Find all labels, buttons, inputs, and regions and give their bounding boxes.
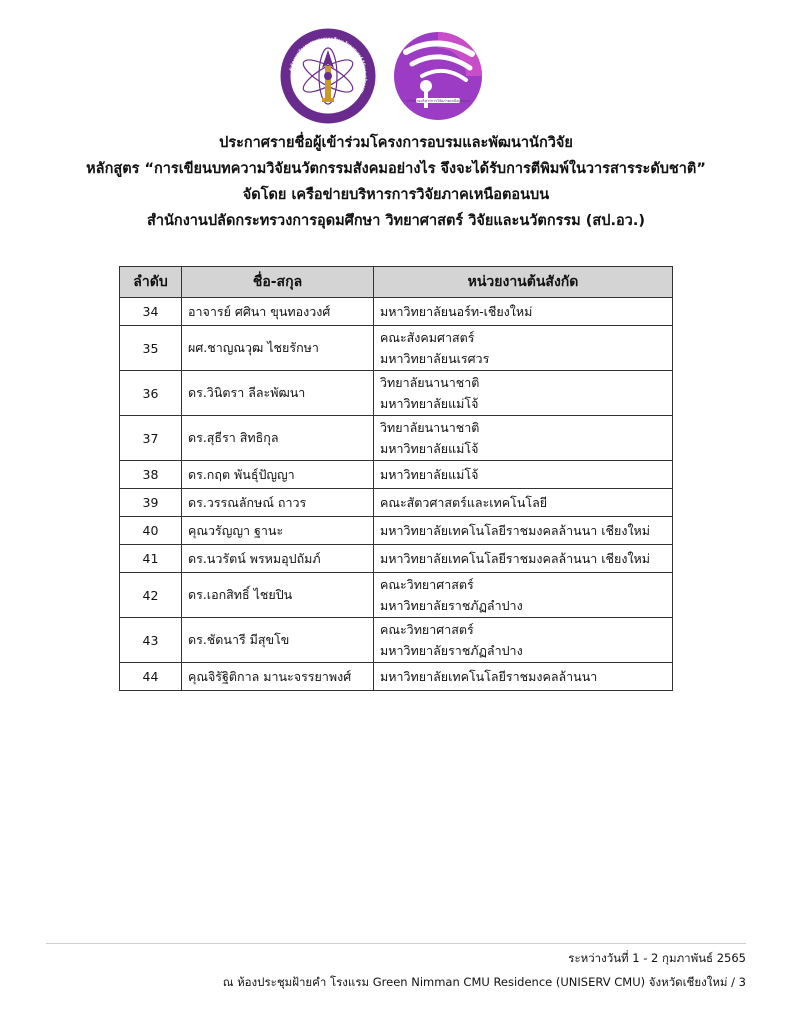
org-line: คณะสังคมศาสตร์: [380, 330, 475, 345]
participant-name: ดร.วินิตรา ลีละพัฒนา: [182, 371, 374, 416]
course-title: หลักสูตร “การเขียนบทความวิจัยนวัตกรรมสังคมอย่างไร จึงจะได้รับการตีพิมพ์ในวารสารระดับชาติ”: [86, 161, 706, 177]
participant-table: [119, 266, 673, 691]
row-number: 41: [120, 545, 182, 573]
table-row: [120, 416, 673, 461]
participant-name: คุณจิรัฐิติกาล มานะจรรยาพงศ์: [182, 663, 374, 691]
participant-org: [374, 489, 673, 517]
org-line: มหาวิทยาลัยนอร์ท-เชียงใหม่: [380, 304, 533, 319]
participant-org: [374, 371, 673, 416]
participant-name: ผศ.ชาญณวุฒ ไชยรักษา: [182, 326, 374, 371]
table-row: [120, 545, 673, 573]
announcement-title: ประกาศรายชื่อผู้เข้าร่วมโครงการอบรมและพัฒนานักวิจัย: [219, 135, 573, 151]
table-row: [120, 573, 673, 618]
row-number: 40: [120, 517, 182, 545]
row-number: 34: [120, 298, 182, 326]
org-line: มหาวิทยาลัยเทคโนโลยีราชมงคลล้านนา เชียงใหม่: [380, 551, 651, 566]
org-line: มหาวิทยาลัยแม่โจ้: [380, 467, 479, 482]
participant-name: ดร.กฤต พันธุ์ปัญญา: [182, 461, 374, 489]
announcement-headings: [0, 130, 792, 234]
org-line: คณะสัตวศาสตร์และเทคโนโลยี: [380, 495, 548, 510]
org-line: วิทยาลัยนานาชาติ: [380, 420, 480, 435]
table-row: [120, 298, 673, 326]
northern-research-network-logo: [386, 28, 490, 124]
participant-org: [374, 618, 673, 663]
organizer-line: จัดโดย เครือข่ายบริหารการวิจัยภาคเหนือตอนบน: [242, 187, 550, 203]
network-logo-caption: เครือข่ายบริหารการวิจัยภาคเหนือตอนบน: [406, 99, 470, 103]
participant-name: ดร.วรรณลักษณ์ ถาวร: [182, 489, 374, 517]
footer-date: ระหว่างวันที่ 1 - 2 กุมภาพันธ์ 2565: [568, 951, 746, 965]
table-row: [120, 326, 673, 371]
row-number: 38: [120, 461, 182, 489]
seal-ring-text: สำนักงานปลัดกระทรวงการอุดมศึกษา วิทยาศาสตร์ วิจัยและนวัตกรรม: [288, 35, 369, 95]
column-header-org: หน่วยงานต้นสังกัด: [374, 267, 673, 298]
org-line: วิทยาลัยนานาชาติ: [380, 375, 480, 390]
org-line: มหาวิทยาลัยราชภัฏลำปาง: [380, 643, 523, 658]
org-line: มหาวิทยาลัยเทคโนโลยีราชมงคลล้านนา: [380, 669, 598, 684]
table-row: [120, 517, 673, 545]
footer-divider: [46, 943, 746, 944]
participant-name: คุณวรัญญา ฐานะ: [182, 517, 374, 545]
org-line: คณะวิทยาศาสตร์: [380, 577, 474, 592]
participant-org: [374, 461, 673, 489]
column-header-no: ลำดับ: [120, 267, 182, 298]
table-row: [120, 489, 673, 517]
table-header-row: [120, 267, 673, 298]
participant-name: ดร.ชัดนารี มีสุขโข: [182, 618, 374, 663]
org-line: มหาวิทยาลัยแม่โจ้: [380, 441, 479, 456]
row-number: 44: [120, 663, 182, 691]
opsmhesi-seal-logo: [280, 28, 376, 124]
participant-org: [374, 517, 673, 545]
row-number: 43: [120, 618, 182, 663]
participant-org: [374, 573, 673, 618]
table-row: [120, 461, 673, 489]
participant-org: [374, 545, 673, 573]
logo-bar: [0, 28, 792, 126]
row-number: 35: [120, 326, 182, 371]
org-line: มหาวิทยาลัยเทคโนโลยีราชมงคลล้านนา เชียงใหม่: [380, 523, 651, 538]
row-number: 37: [120, 416, 182, 461]
table-row: [120, 371, 673, 416]
org-line: มหาวิทยาลัยราชภัฏลำปาง: [380, 598, 523, 613]
participant-org: [374, 326, 673, 371]
table-row: [120, 618, 673, 663]
participant-name: ดร.นวรัตน์ พรหมอุปถัมภ์: [182, 545, 374, 573]
row-number: 42: [120, 573, 182, 618]
org-line: คณะวิทยาศาสตร์: [380, 622, 474, 637]
participant-org: [374, 298, 673, 326]
row-number: 39: [120, 489, 182, 517]
footer-venue: ณ ห้องประชุมฝ้ายคำ โรงแรม Green Nimman CMU Residence (UNISERV CMU) จังหวัดเชียงใหม่ / 3: [222, 975, 746, 989]
participant-name: ดร.เอกสิทธิ์ ไชยปิน: [182, 573, 374, 618]
org-line: มหาวิทยาลัยแม่โจ้: [380, 396, 479, 411]
participant-org: [374, 416, 673, 461]
participant-name: ดร.สุธีรา สิทธิกุล: [182, 416, 374, 461]
row-number: 36: [120, 371, 182, 416]
column-header-name: ชื่อ-สกุล: [182, 267, 374, 298]
agency-line: สำนักงานปลัดกระทรวงการอุดมศึกษา วิทยาศาสตร์ วิจัยและนวัตกรรม (สป.อว.): [147, 213, 645, 229]
participant-org: [374, 663, 673, 691]
participant-name: อาจารย์ ศศินา ขุนทองวงศ์: [182, 298, 374, 326]
org-line: มหาวิทยาลัยนเรศวร: [380, 351, 490, 366]
table-row: [120, 663, 673, 691]
